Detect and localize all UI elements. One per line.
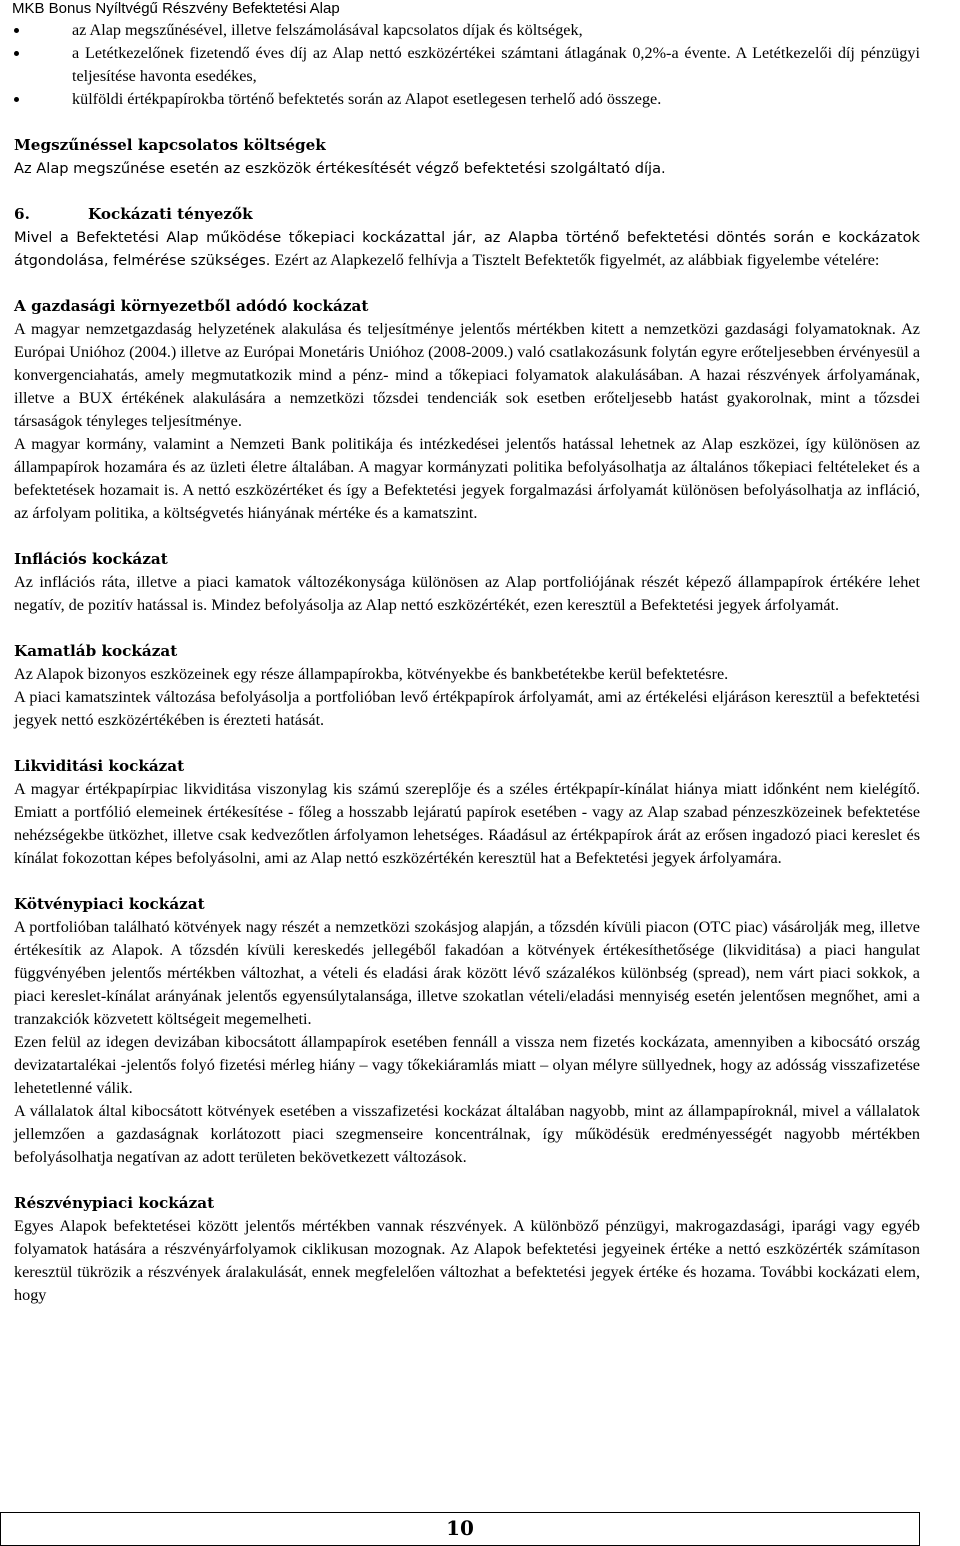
equity-risk-paragraph: Egyes Alapok befektetései között jelentős mértékben vannak részvények. A különböző pénzügyi, makrogazdasági, iparági vagy egyéb folyamatok hatására a részvényárfolyamok ciklikusan mozognak. Az Alapok befektetési jegyeinek értéke a nettó eszközérték számítason keresztül tükrözik a részvények áralakulását, ennek megfelelően változhat a befektetési jegyek értéke és hozama. További kockázati elem, hogy (14, 1217, 920, 1304)
interest-risk-paragraph-1: Az Alapok bizonyos eszközeinek egy része állampapírokba, kötvényekbe és bankbetétekbe kerül befektetésre. (14, 665, 729, 683)
list-item: külföldi értékpapírokba történő befektetés során az Alapot esetlegesen terhelő adó összege. (14, 88, 920, 111)
section-number: 6. (14, 205, 30, 223)
bond-risk-paragraph-3: A vállalatok által kibocsátott kötvények esetében a visszafizetési kockázat általában nagyobb, mint az állampapíroknál, mivel a vállalatok jellemzően a gazdaságnak korlátozott piaci szegmenseire koncentrálnak, így működésük eredményességét nagyobb mértékben befolyásolhatja negatívan az adott területen bekövetkezett változások. (14, 1102, 920, 1166)
economic-risk-heading: A gazdasági környezetből adódó kockázat (14, 297, 369, 315)
economic-risk-paragraph-1: A magyar nemzetgazdaság helyzetének alakulása és teljesítménye jelentős mértékben kitett a nemzetközi gazdasági folyamatoknak. Az Európai Unióhoz (2004.) illetve az Európai Monetáris Unióhoz (2008-2009.) való csatlakozásunk folytán egyre erőteljesebben érvényesül a konvergenciahatás, amely megmutatkozik mind a pénz- mind a tőkepiaci folyamatok alakulásában. A hazai részvények árfolyamának, illetve a BUX értékének alakulására a nemzetközi tőzsdei tendenciák sok esetben erőteljesebb hatást gyakorolnak, mint a tőzsdei társaságok tényleges teljesítménye. (14, 320, 920, 430)
liquidity-risk-paragraph: A magyar értékpapírpiac likviditása viszonylag kis számú szereplője és a széles értékpapír-kínálat hiánya miatt időnként nem kielégítő. Emiatt a portfólió elemeinek értékesítése - főleg a hosszabb lejáratú papírok esetében - vagy az Alap szabad pénzeszközeinek befektetése nehézségekbe ütközhet, illetve csak kedvezőtlen árfolyamon lehetséges. Ráadásul az értékpapírok árát az erősen ingadozó piaci kereslet és kínálat fokozottan képes befolyásolni, ami az Alap nettó eszközértékén keresztül hat a Befektetési jegyek árfolyamára. (14, 780, 920, 867)
section-title: Kockázati tényezők (88, 205, 253, 223)
list-item: az Alap megszűnésével, illetve felszámolásával kapcsolatos díjak és költségek, (14, 19, 920, 42)
interest-risk-paragraph-2: A piaci kamatszintek változása befolyásolja a portfolióban levő értékpapírok árfolyamát, ami az értékelési eljáráson keresztül a befektetési jegyek nettó eszközértékében is érezteti hatását. (14, 688, 920, 729)
bond-risk-heading: Kötvénypiaci kockázat (14, 895, 205, 913)
bullet-icon (14, 28, 19, 33)
bond-risk-paragraph-1: A portfolióban található kötvények nagy részét a nemzetközi szokásjog alapján, a tőzsdén kívüli piacon (OTC piac) vásárolják meg, illetve értékesítik az Alapok. A tőzsdén kívüli kereskedés jellegéből fakadóan a kötvények értékesíthetősége (likviditása) a piaci hangulat függvényében jelentős mértékben változhat, a vételi és eladási árak között lévő százalékos különbség (spread), nem várt piaci sokkok, a piaci kereslet-kínálat arányának jelentős egyensúlytalansága, illetve szokatlan vételi/eladási mennyiség esetén jelentősen megnőhet, ami a tranzakciók közvetett költségeit megemelheti. (14, 918, 920, 1028)
termination-heading: Megszűnéssel kapcsolatos költségek (14, 136, 326, 154)
bullet-icon (14, 97, 19, 102)
page-number: 10 (446, 1516, 474, 1540)
economic-risk-paragraph-2: A magyar kormány, valamint a Nemzeti Bank politikája és intézkedései jelentős hatással lehetnek az Alap eszközei, így különösen az állampapírok hozamára és az üzleti életre általában. A magyar kormányzati politika befolyásolhatja az általános tőkepiaci feltételeket és a befektetések hozamait is. A nettó eszközértéket és így a Befektetési jegyek forgalmazási árfolyamát különösen befolyásolhatja az infláció, az árfolyam politika, a költségvetés hiányának mértéke és a kamatszint. (14, 435, 920, 522)
interest-risk-heading: Kamatláb kockázat (14, 642, 178, 660)
page-content (14, 19, 920, 1307)
termination-text: Az Alap megszűnése esetén az eszközök értékesítését végző befektetési szolgáltató díja. (14, 160, 666, 177)
page-header: MKB Bonus Nyíltvégű Részvény Befektetési Alap (12, 0, 340, 17)
inflation-risk-heading: Inflációs kockázat (14, 550, 168, 568)
cost-bullet-list (14, 19, 920, 111)
bond-risk-paragraph-2: Ezen felül az idegen devizában kibocsátott állampapírok esetében fennáll a vissza nem fizetés kockázata, amennyiben a kibocsátó ország devizatartalékai -jelentős folyó fizetési mérleg hiány – vagy tőkekiáramlás miatt – olyan mélyre süllyednek, hogy az adósság visszafizetése lehetetlenné válik. (14, 1033, 920, 1097)
page-footer (0, 1512, 920, 1546)
inflation-risk-paragraph: Az inflációs ráta, illetve a piaci kamatok változékonysága különösen az Alap portfoliójának részét képező állampapírok értékére lehet negatív, de pozitív hatással is. Mindez befolyásolja az Alap nettó eszközértékét, ezen keresztül a Befektetési jegyek árfolyamát. (14, 573, 920, 614)
bullet-icon (14, 51, 19, 56)
risk-intro-paragraph: Mivel a Befektetési Alap működése tőkepiaci kockázattal jár, az Alapba történő befektetési döntés során e kockázatok átgondolása, felmérése szükséges. Ezért az Alapkezelő felhívja a Tisztelt Befektetők figyelmét, az alábbiak figyelembe vételére: (14, 229, 920, 269)
equity-risk-heading: Részvénypiaci kockázat (14, 1194, 215, 1212)
list-item: a Letétkezelőnek fizetendő éves díj az Alap nettó eszközértékei számtani átlagának 0,2%-a évente. A Letétkezelői díj pénzügyi teljesítése havonta esedékes, (14, 42, 920, 88)
liquidity-risk-heading: Likviditási kockázat (14, 757, 185, 775)
section-6-heading (14, 203, 920, 226)
